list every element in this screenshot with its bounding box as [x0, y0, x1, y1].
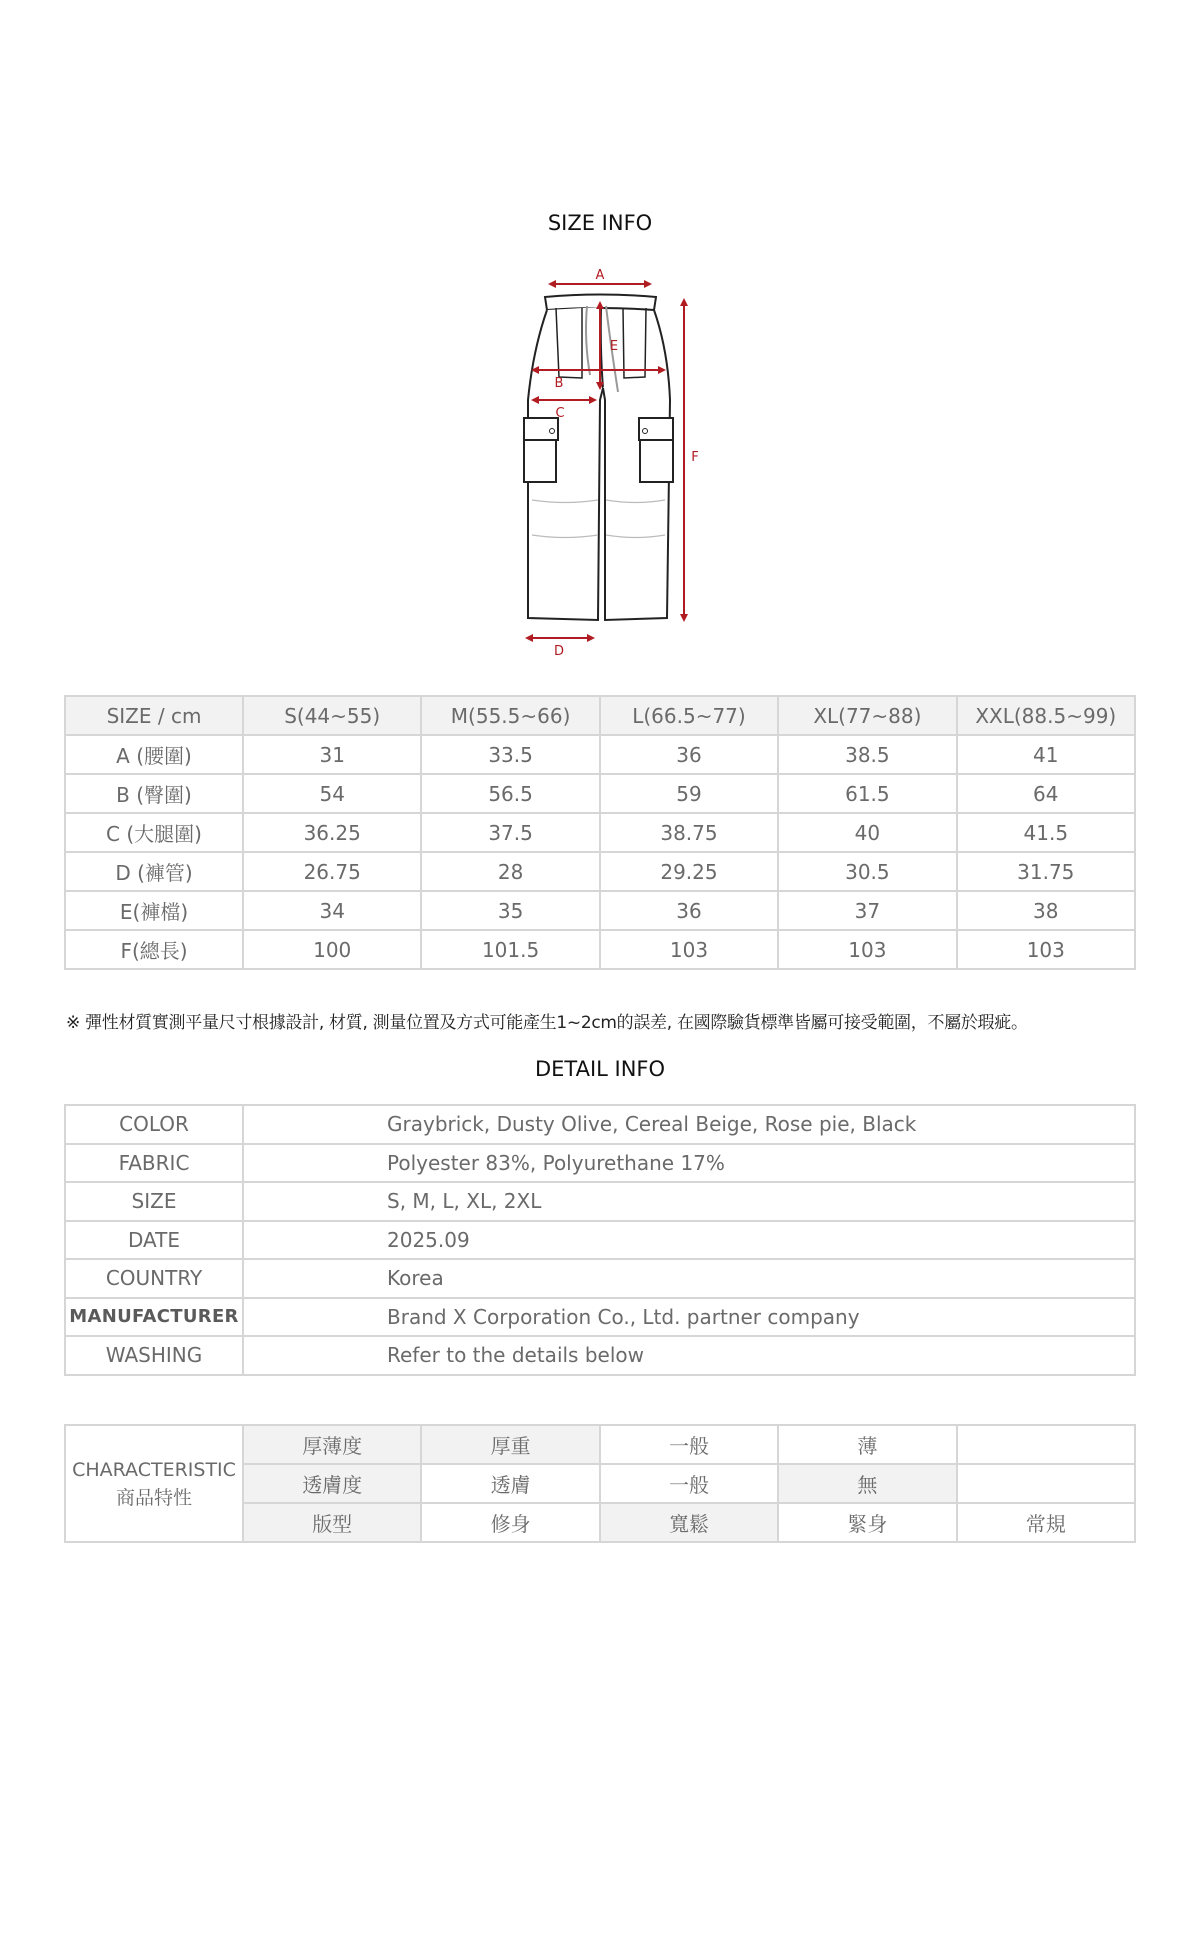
measurement-label: C (大腿圍): [65, 813, 243, 852]
characteristic-heading: [65, 1425, 243, 1542]
characteristic-title-zh: 商品特性: [115, 1486, 192, 1509]
detail-value: Graybrick, Dusty Olive, Cereal Beige, Rose pie, Black: [243, 1105, 1135, 1144]
measurement-value: 36: [600, 891, 778, 930]
detail-value: Polyester 83%, Polyurethane 17%: [243, 1144, 1135, 1183]
detail-label: FABRIC: [65, 1144, 243, 1183]
detail-row-washing: [65, 1336, 1135, 1375]
measurement-value: 31.75: [957, 852, 1135, 891]
detail-value: Korea: [243, 1259, 1135, 1298]
measurement-value: 34: [243, 891, 421, 930]
measurement-value: 103: [600, 930, 778, 969]
characteristic-attribute: 透膚度: [243, 1464, 421, 1503]
measurement-value: 35: [421, 891, 599, 930]
size-table-row: [65, 735, 1135, 774]
label-d: D: [553, 644, 565, 659]
characteristic-option: 一般: [600, 1464, 778, 1503]
characteristic-attribute: 版型: [243, 1503, 421, 1542]
measurement-value: 33.5: [421, 735, 599, 774]
size-table-row: [65, 852, 1135, 891]
characteristic-option: [957, 1464, 1135, 1503]
measurement-value: 40: [778, 813, 956, 852]
label-f: F: [691, 450, 699, 465]
measurement-value: 36.25: [243, 813, 421, 852]
label-a: A: [595, 268, 605, 283]
detail-row-size: [65, 1182, 1135, 1221]
measurement-label: D (褲管): [65, 852, 243, 891]
detail-row-date: [65, 1221, 1135, 1260]
characteristic-option-selected: 厚重: [421, 1425, 599, 1464]
detail-value: 2025.09: [243, 1221, 1135, 1260]
characteristic-table: [64, 1424, 1136, 1543]
pants-size-diagram: [500, 260, 720, 670]
measurement-value: 38.75: [600, 813, 778, 852]
measurement-value: 37.5: [421, 813, 599, 852]
measurement-value: 29.25: [600, 852, 778, 891]
detail-label: SIZE: [65, 1182, 243, 1221]
size-table-header: [65, 696, 1135, 735]
measurement-value: 41.5: [957, 813, 1135, 852]
measurement-value: 103: [778, 930, 956, 969]
size-table-row: [65, 930, 1135, 969]
detail-value: Refer to the details below: [243, 1336, 1135, 1375]
measurement-value: 31: [243, 735, 421, 774]
characteristic-attribute: 厚薄度: [243, 1425, 421, 1464]
characteristic-option-selected: 無: [778, 1464, 956, 1503]
detail-info-title: DETAIL INFO: [534, 1057, 666, 1081]
measurement-value: 28: [421, 852, 599, 891]
characteristic-option: [957, 1425, 1135, 1464]
characteristic-option: 常規: [957, 1503, 1135, 1542]
measurement-value: 36: [600, 735, 778, 774]
characteristic-option: 修身: [421, 1503, 599, 1542]
size-table-row: [65, 891, 1135, 930]
detail-table: [64, 1104, 1136, 1376]
detail-label: DATE: [65, 1221, 243, 1260]
pants-outline: [524, 295, 673, 621]
measurement-value: 26.75: [243, 852, 421, 891]
measurement-label: B (臀圍): [65, 774, 243, 813]
detail-label: COUNTRY: [65, 1259, 243, 1298]
measurement-value: 103: [957, 930, 1135, 969]
detail-row-country: [65, 1259, 1135, 1298]
size-table-row: [65, 774, 1135, 813]
characteristic-option: 薄: [778, 1425, 956, 1464]
characteristic-title-en: CHARACTERISTIC: [72, 1458, 236, 1481]
detail-label: WASHING: [65, 1336, 243, 1375]
header-size-column: S(44~55): [243, 696, 421, 735]
detail-label: COLOR: [65, 1105, 243, 1144]
measurement-value: 56.5: [421, 774, 599, 813]
measurement-value: 41: [957, 735, 1135, 774]
measurement-value: 38: [957, 891, 1135, 930]
measurement-label: E(褲檔): [65, 891, 243, 930]
measurement-value: 61.5: [778, 774, 956, 813]
size-table: [64, 695, 1136, 970]
measurement-value: 100: [243, 930, 421, 969]
detail-label: MANUFACTURER: [65, 1298, 243, 1337]
header-size-column: XL(77~88): [778, 696, 956, 735]
measurement-label: A (腰圍): [65, 735, 243, 774]
measurement-label: F(總長): [65, 930, 243, 969]
characteristic-row: [65, 1425, 1135, 1464]
measurement-value: 38.5: [778, 735, 956, 774]
characteristic-option: 一般: [600, 1425, 778, 1464]
measurement-value: 64: [957, 774, 1135, 813]
detail-value: Brand X Corporation Co., Ltd. partner company: [243, 1298, 1135, 1337]
detail-row-manufacturer: [65, 1298, 1135, 1337]
measurement-note: ※ 彈性材質實測平量尺寸根據設計, 材質, 測量位置及方式可能產生1~2cm的誤差, 在國際驗貨標準皆屬可接受範圍，不屬於瑕疵。: [66, 1013, 1028, 1033]
measurement-value: 30.5: [778, 852, 956, 891]
measurement-value: 37: [778, 891, 956, 930]
measurement-value: 101.5: [421, 930, 599, 969]
detail-value: S, M, L, XL, 2XL: [243, 1182, 1135, 1221]
header-size-column: XXL(88.5~99): [957, 696, 1135, 735]
header-size-column: L(66.5~77): [600, 696, 778, 735]
label-e: E: [609, 339, 619, 354]
label-c: C: [555, 406, 565, 421]
characteristic-option: 緊身: [778, 1503, 956, 1542]
characteristic-option: 透膚: [421, 1464, 599, 1503]
header-size-unit: SIZE / cm: [65, 696, 243, 735]
measurement-value: 59: [600, 774, 778, 813]
header-size-column: M(55.5~66): [421, 696, 599, 735]
size-info-title: SIZE INFO: [547, 211, 653, 235]
label-b: B: [554, 376, 564, 391]
characteristic-option-selected: 寬鬆: [600, 1503, 778, 1542]
detail-row-color: [65, 1105, 1135, 1144]
size-table-row: [65, 813, 1135, 852]
measurement-value: 54: [243, 774, 421, 813]
detail-row-fabric: [65, 1144, 1135, 1183]
